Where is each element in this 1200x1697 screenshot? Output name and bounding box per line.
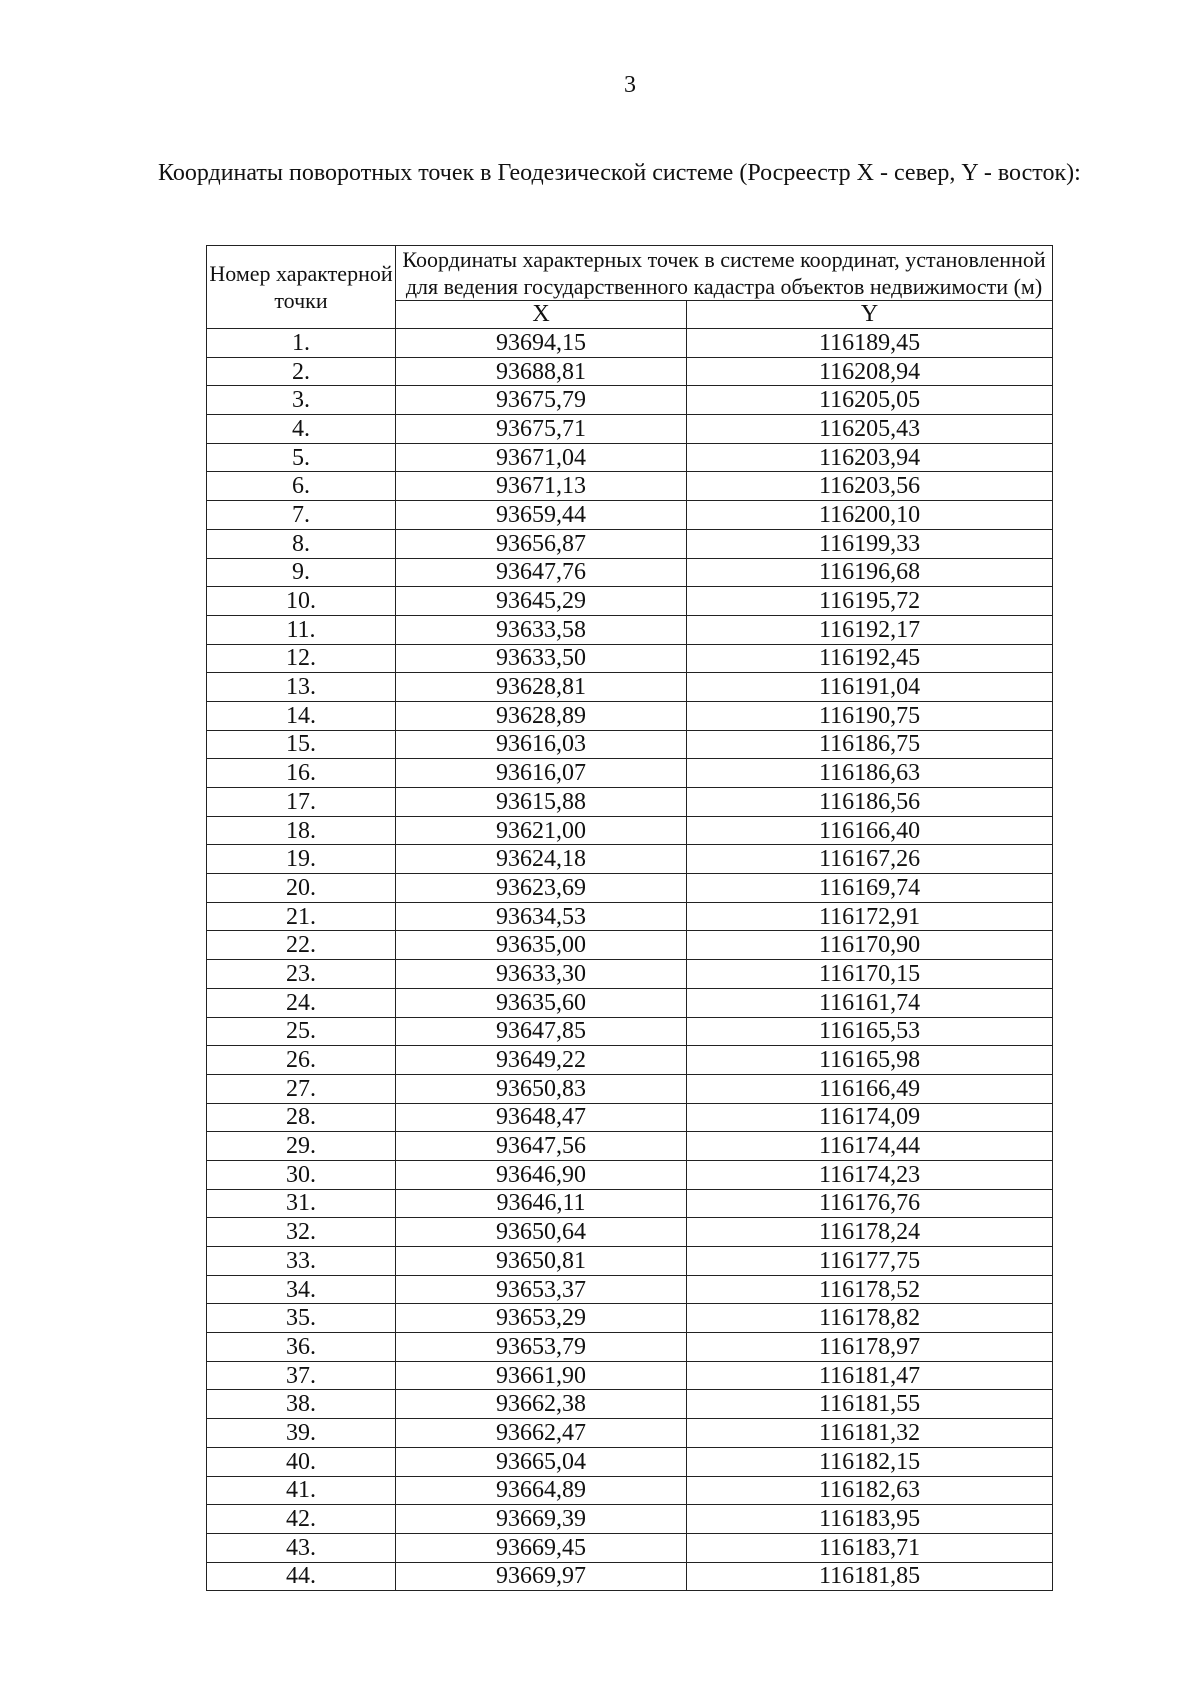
point-number-cell: 21. — [207, 902, 396, 931]
point-number-cell: 32. — [207, 1218, 396, 1247]
y-coordinate-cell: 116174,44 — [687, 1132, 1053, 1161]
y-coordinate-cell: 116170,90 — [687, 931, 1053, 960]
table-row — [207, 1046, 1053, 1075]
table-row — [207, 701, 1053, 730]
y-coordinate-cell: 116182,15 — [687, 1447, 1053, 1476]
y-coordinate-cell: 116182,63 — [687, 1476, 1053, 1505]
point-number-cell: 5. — [207, 443, 396, 472]
y-coordinate-cell: 116178,24 — [687, 1218, 1053, 1247]
y-coordinate-cell: 116181,85 — [687, 1562, 1053, 1591]
table-row — [207, 1476, 1053, 1505]
point-number-cell: 41. — [207, 1476, 396, 1505]
x-coordinate-cell: 93650,83 — [396, 1074, 687, 1103]
x-coordinate-cell: 93653,79 — [396, 1333, 687, 1362]
page-heading: Координаты поворотных точек в Геодезической системе (Росреестр X - север, Y - восток): — [158, 160, 1081, 186]
y-coordinate-cell: 116174,09 — [687, 1103, 1053, 1132]
y-coordinate-cell: 116192,17 — [687, 615, 1053, 644]
x-coordinate-cell: 93633,50 — [396, 644, 687, 673]
table-row — [207, 1160, 1053, 1189]
table-row — [207, 1361, 1053, 1390]
point-number-cell: 4. — [207, 415, 396, 444]
x-coordinate-cell: 93671,04 — [396, 443, 687, 472]
y-coordinate-cell: 116181,32 — [687, 1419, 1053, 1448]
x-coordinate-cell: 93647,85 — [396, 1017, 687, 1046]
table-row — [207, 587, 1053, 616]
table-row — [207, 1419, 1053, 1448]
x-coordinate-cell: 93653,29 — [396, 1304, 687, 1333]
x-coordinate-cell: 93648,47 — [396, 1103, 687, 1132]
x-coordinate-cell: 93647,76 — [396, 558, 687, 587]
x-coordinate-cell: 93634,53 — [396, 902, 687, 931]
table-row — [207, 788, 1053, 817]
x-coordinate-cell: 93669,97 — [396, 1562, 687, 1591]
table-row — [207, 816, 1053, 845]
x-coordinate-cell: 93661,90 — [396, 1361, 687, 1390]
table-row — [207, 1304, 1053, 1333]
point-number-cell: 33. — [207, 1247, 396, 1276]
x-coordinate-cell: 93656,87 — [396, 529, 687, 558]
table-row — [207, 730, 1053, 759]
x-coordinate-cell: 93662,38 — [396, 1390, 687, 1419]
table-body — [207, 329, 1053, 1591]
table-row — [207, 1247, 1053, 1276]
y-coordinate-cell: 116183,71 — [687, 1533, 1053, 1562]
point-number-cell: 7. — [207, 501, 396, 530]
point-number-cell: 44. — [207, 1562, 396, 1591]
y-coordinate-cell: 116190,75 — [687, 701, 1053, 730]
y-coordinate-cell: 116186,56 — [687, 788, 1053, 817]
point-number-cell: 40. — [207, 1447, 396, 1476]
table-row — [207, 1533, 1053, 1562]
table-row — [207, 415, 1053, 444]
table-row — [207, 1132, 1053, 1161]
y-coordinate-cell: 116178,52 — [687, 1275, 1053, 1304]
table-row — [207, 845, 1053, 874]
y-coordinate-cell: 116161,74 — [687, 988, 1053, 1017]
point-number-cell: 18. — [207, 816, 396, 845]
x-coordinate-cell: 93621,00 — [396, 816, 687, 845]
point-number-cell: 28. — [207, 1103, 396, 1132]
table-row — [207, 501, 1053, 530]
x-coordinate-cell: 93635,60 — [396, 988, 687, 1017]
header-x: X — [396, 301, 687, 329]
table-row — [207, 1562, 1053, 1591]
table-row — [207, 1447, 1053, 1476]
x-coordinate-cell: 93669,39 — [396, 1505, 687, 1534]
coordinates-table — [206, 245, 1053, 1591]
x-coordinate-cell: 93616,07 — [396, 759, 687, 788]
y-coordinate-cell: 116195,72 — [687, 587, 1053, 616]
table-row — [207, 644, 1053, 673]
point-number-cell: 2. — [207, 357, 396, 386]
x-coordinate-cell: 93664,89 — [396, 1476, 687, 1505]
y-coordinate-cell: 116189,45 — [687, 329, 1053, 358]
point-number-cell: 38. — [207, 1390, 396, 1419]
y-coordinate-cell: 116196,68 — [687, 558, 1053, 587]
point-number-cell: 24. — [207, 988, 396, 1017]
point-number-cell: 42. — [207, 1505, 396, 1534]
table-header-row — [207, 246, 1053, 301]
point-number-cell: 22. — [207, 931, 396, 960]
y-coordinate-cell: 116181,47 — [687, 1361, 1053, 1390]
header-coordinates: Координаты характерных точек в системе координат, установленной для ведения государственного кадастра объектов недвижимости (м) — [396, 246, 1053, 301]
y-coordinate-cell: 116205,05 — [687, 386, 1053, 415]
x-coordinate-cell: 93662,47 — [396, 1419, 687, 1448]
point-number-cell: 15. — [207, 730, 396, 759]
point-number-cell: 6. — [207, 472, 396, 501]
table-row — [207, 615, 1053, 644]
table-row — [207, 673, 1053, 702]
point-number-cell: 17. — [207, 788, 396, 817]
x-coordinate-cell: 93623,69 — [396, 874, 687, 903]
table-row — [207, 443, 1053, 472]
point-number-cell: 12. — [207, 644, 396, 673]
table-row — [207, 1505, 1053, 1534]
x-coordinate-cell: 93671,13 — [396, 472, 687, 501]
y-coordinate-cell: 116178,82 — [687, 1304, 1053, 1333]
y-coordinate-cell: 116166,40 — [687, 816, 1053, 845]
x-coordinate-cell: 93675,79 — [396, 386, 687, 415]
table-row — [207, 902, 1053, 931]
y-coordinate-cell: 116191,04 — [687, 673, 1053, 702]
table-row — [207, 1189, 1053, 1218]
table-row — [207, 988, 1053, 1017]
y-coordinate-cell: 116166,49 — [687, 1074, 1053, 1103]
point-number-cell: 11. — [207, 615, 396, 644]
point-number-cell: 36. — [207, 1333, 396, 1362]
y-coordinate-cell: 116169,74 — [687, 874, 1053, 903]
y-coordinate-cell: 116181,55 — [687, 1390, 1053, 1419]
y-coordinate-cell: 116176,76 — [687, 1189, 1053, 1218]
x-coordinate-cell: 93653,37 — [396, 1275, 687, 1304]
y-coordinate-cell: 116170,15 — [687, 960, 1053, 989]
y-coordinate-cell: 116205,43 — [687, 415, 1053, 444]
y-coordinate-cell: 116167,26 — [687, 845, 1053, 874]
point-number-cell: 25. — [207, 1017, 396, 1046]
y-coordinate-cell: 116165,53 — [687, 1017, 1053, 1046]
header-y: Y — [687, 301, 1053, 329]
table-row — [207, 1275, 1053, 1304]
table-row — [207, 1074, 1053, 1103]
point-number-cell: 29. — [207, 1132, 396, 1161]
table-row — [207, 931, 1053, 960]
x-coordinate-cell: 93633,30 — [396, 960, 687, 989]
point-number-cell: 1. — [207, 329, 396, 358]
y-coordinate-cell: 116208,94 — [687, 357, 1053, 386]
point-number-cell: 31. — [207, 1189, 396, 1218]
point-number-cell: 8. — [207, 529, 396, 558]
point-number-cell: 39. — [207, 1419, 396, 1448]
y-coordinate-cell: 116172,91 — [687, 902, 1053, 931]
y-coordinate-cell: 116192,45 — [687, 644, 1053, 673]
y-coordinate-cell: 116199,33 — [687, 529, 1053, 558]
table-row — [207, 1333, 1053, 1362]
point-number-cell: 27. — [207, 1074, 396, 1103]
x-coordinate-cell: 93665,04 — [396, 1447, 687, 1476]
table-row — [207, 759, 1053, 788]
point-number-cell: 43. — [207, 1533, 396, 1562]
x-coordinate-cell: 93675,71 — [396, 415, 687, 444]
header-point-number: Номер характерной точки — [207, 246, 396, 329]
x-coordinate-cell: 93645,29 — [396, 587, 687, 616]
x-coordinate-cell: 93669,45 — [396, 1533, 687, 1562]
table-row — [207, 529, 1053, 558]
x-coordinate-cell: 93650,81 — [396, 1247, 687, 1276]
point-number-cell: 26. — [207, 1046, 396, 1075]
point-number-cell: 30. — [207, 1160, 396, 1189]
point-number-cell: 37. — [207, 1361, 396, 1390]
x-coordinate-cell: 93624,18 — [396, 845, 687, 874]
y-coordinate-cell: 116183,95 — [687, 1505, 1053, 1534]
table-row — [207, 960, 1053, 989]
point-number-cell: 34. — [207, 1275, 396, 1304]
y-coordinate-cell: 116174,23 — [687, 1160, 1053, 1189]
table-row — [207, 386, 1053, 415]
y-coordinate-cell: 116186,63 — [687, 759, 1053, 788]
x-coordinate-cell: 93646,11 — [396, 1189, 687, 1218]
table-row — [207, 329, 1053, 358]
point-number-cell: 23. — [207, 960, 396, 989]
y-coordinate-cell: 116177,75 — [687, 1247, 1053, 1276]
x-coordinate-cell: 93635,00 — [396, 931, 687, 960]
x-coordinate-cell: 93616,03 — [396, 730, 687, 759]
table-row — [207, 558, 1053, 587]
x-coordinate-cell: 93628,81 — [396, 673, 687, 702]
x-coordinate-cell: 93628,89 — [396, 701, 687, 730]
x-coordinate-cell: 93615,88 — [396, 788, 687, 817]
x-coordinate-cell: 93633,58 — [396, 615, 687, 644]
x-coordinate-cell: 93646,90 — [396, 1160, 687, 1189]
x-coordinate-cell: 93694,15 — [396, 329, 687, 358]
y-coordinate-cell: 116178,97 — [687, 1333, 1053, 1362]
x-coordinate-cell: 93688,81 — [396, 357, 687, 386]
y-coordinate-cell: 116200,10 — [687, 501, 1053, 530]
x-coordinate-cell: 93650,64 — [396, 1218, 687, 1247]
x-coordinate-cell: 93649,22 — [396, 1046, 687, 1075]
point-number-cell: 9. — [207, 558, 396, 587]
table-row — [207, 874, 1053, 903]
table-row — [207, 357, 1053, 386]
point-number-cell: 19. — [207, 845, 396, 874]
point-number-cell: 10. — [207, 587, 396, 616]
point-number-cell: 14. — [207, 701, 396, 730]
point-number-cell: 3. — [207, 386, 396, 415]
x-coordinate-cell: 93647,56 — [396, 1132, 687, 1161]
y-coordinate-cell: 116186,75 — [687, 730, 1053, 759]
y-coordinate-cell: 116203,94 — [687, 443, 1053, 472]
table-row — [207, 1017, 1053, 1046]
point-number-cell: 20. — [207, 874, 396, 903]
y-coordinate-cell: 116203,56 — [687, 472, 1053, 501]
table-row — [207, 1103, 1053, 1132]
point-number-cell: 16. — [207, 759, 396, 788]
page-number: 3 — [624, 72, 636, 98]
point-number-cell: 13. — [207, 673, 396, 702]
table-row — [207, 1390, 1053, 1419]
y-coordinate-cell: 116165,98 — [687, 1046, 1053, 1075]
table-row — [207, 1218, 1053, 1247]
table-row — [207, 472, 1053, 501]
x-coordinate-cell: 93659,44 — [396, 501, 687, 530]
point-number-cell: 35. — [207, 1304, 396, 1333]
